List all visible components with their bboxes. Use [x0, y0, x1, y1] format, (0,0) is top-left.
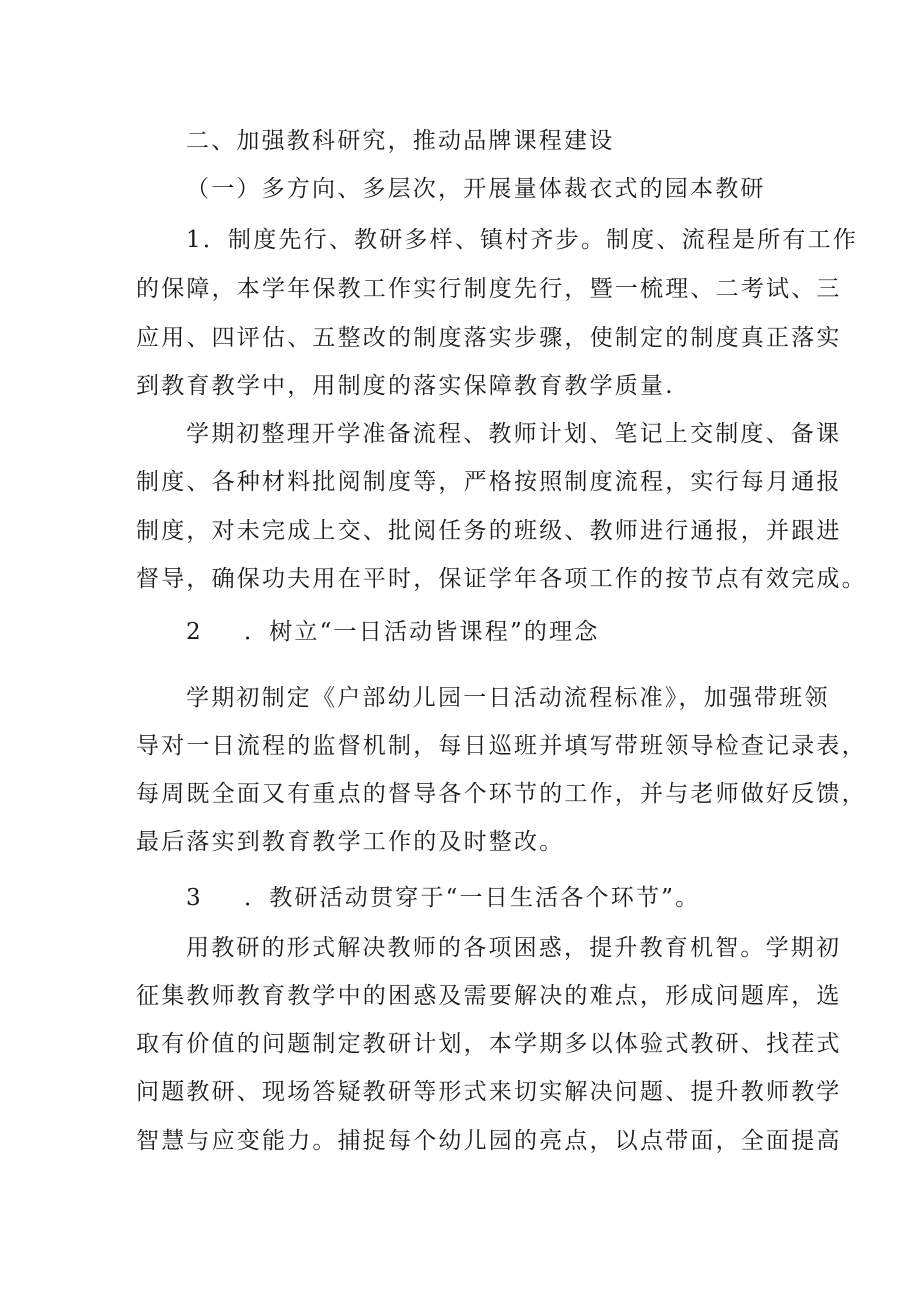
- paragraph-line: 征集教师教育教学中的困惑及需要解决的难点，形成问题库，选: [136, 983, 842, 1009]
- subsection-heading: （一）多方向、多层次，开展量体裁衣式的园本教研: [186, 176, 766, 202]
- item-title: ．教研活动贯穿于“一日生活各个环节”。: [244, 885, 701, 911]
- paragraph-line: 学期初制定《户部幼儿园一日活动流程标准》，加强带班领: [186, 685, 830, 711]
- item-number: 3: [186, 885, 203, 911]
- item-3-heading: [186, 882, 700, 914]
- section-heading: 二、加强教科研究，推动品牌课程建设: [186, 128, 615, 154]
- paragraph-line: 督导，确保功夫用在平时，保证学年各项工作的按节点有效完成。: [136, 566, 867, 592]
- paragraph-line: 制度、各种材料批阅制度等，严格按照制度流程，实行每月通报: [136, 469, 842, 495]
- paragraph-line: 的保障，本学年保教工作实行制度先行，暨一梳理、二考试、三: [136, 276, 842, 302]
- paragraph-line: 每周既全面又有重点的督导各个环节的工作，并与老师做好反馈，: [136, 781, 867, 807]
- paragraph-line: 到教育教学中，用制度的落实保障教育教学质量.: [136, 373, 675, 399]
- paragraph-line: 1．制度先行、教研多样、镇村齐步。制度、流程是所有工作: [186, 227, 859, 253]
- paragraph-line: 最后落实到教育教学工作的及时整改。: [136, 829, 565, 855]
- paragraph-line: 学期初整理开学准备流程、教师计划、笔记上交制度、备课: [186, 421, 842, 447]
- paragraph-line: 用教研的形式解决教师的各项困惑，提升教育机智。学期初: [186, 935, 842, 961]
- item-2-heading: [186, 616, 600, 648]
- paragraph-line: 制度，对未完成上交、批阅任务的班级、教师进行通报，并跟进: [136, 518, 842, 544]
- paragraph-line: 导对一日流程的监督机制，每日巡班并填写带班领导检查记录表，: [136, 733, 867, 759]
- paragraph-line: 应用、四评估、五整改的制度落实步骤，使制定的制度真正落实: [136, 325, 842, 351]
- item-title: ．树立“一日活动皆课程”的理念: [244, 619, 600, 645]
- paragraph-line: 取有价值的问题制定教研计划，本学期多以体验式教研、找茬式: [136, 1031, 842, 1057]
- item-number: 2: [186, 619, 203, 645]
- paragraph-line: 问题教研、现场答疑教研等形式来切实解决问题、提升教师教学: [136, 1079, 842, 1105]
- paragraph-line: 智慧与应变能力。捕捉每个幼儿园的亮点，以点带面，全面提高: [136, 1128, 842, 1154]
